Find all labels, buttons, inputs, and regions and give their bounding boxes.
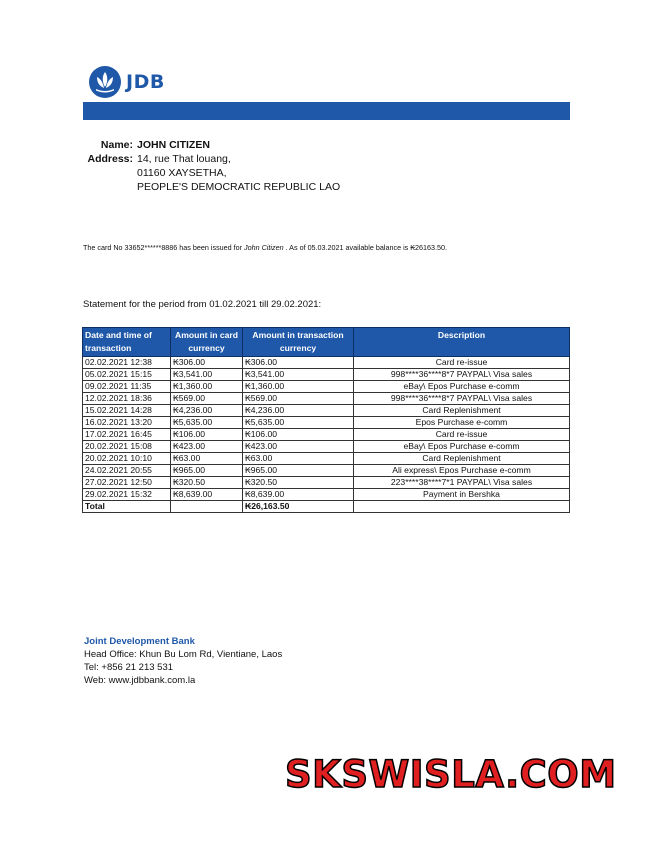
cell-description: Card Replenishment bbox=[354, 405, 570, 417]
table-row bbox=[83, 453, 570, 465]
table-row bbox=[83, 417, 570, 429]
footer-web: Web: www.jdbbank.com.la bbox=[84, 675, 196, 686]
cell-tx-amount: ₭306.00 bbox=[243, 357, 354, 369]
cell-card-amount: ₭1,360.00 bbox=[171, 381, 243, 393]
total-label: Total bbox=[83, 501, 171, 513]
table-row bbox=[83, 465, 570, 477]
cell-date: 27.02.2021 12:50 bbox=[83, 477, 171, 489]
table-row bbox=[83, 441, 570, 453]
cell-date: 12.02.2021 18:36 bbox=[83, 393, 171, 405]
transactions-table bbox=[82, 327, 570, 513]
address-line: 14, rue That louang, bbox=[137, 153, 231, 165]
cell-description: 998****36****8*7 PAYPAL\ Visa sales bbox=[354, 369, 570, 381]
cell-date: 17.02.2021 16:45 bbox=[83, 429, 171, 441]
header-card-amount: Amount in card currency bbox=[171, 328, 243, 357]
watermark: SKSWISLA.COM bbox=[285, 753, 617, 796]
cell-tx-amount: ₭106.00 bbox=[243, 429, 354, 441]
lotus-logo-icon bbox=[88, 65, 122, 99]
footer-tel: Tel: +856 21 213 531 bbox=[84, 662, 174, 673]
footer-bank-name: Joint Development Bank bbox=[84, 636, 195, 647]
cell-tx-amount: ₭5,635.00 bbox=[243, 417, 354, 429]
cell-date: 05.02.2021 15:15 bbox=[83, 369, 171, 381]
total-card-amount bbox=[171, 501, 243, 513]
address-label: Address: bbox=[87, 153, 133, 165]
bank-short-name: JDB bbox=[126, 71, 165, 93]
address-line: 01160 XAYSETHA, bbox=[137, 167, 227, 179]
cell-card-amount: ₭423.00 bbox=[171, 441, 243, 453]
cell-tx-amount: ₭63.00 bbox=[243, 453, 354, 465]
statement-period: Statement for the period from 01.02.2021 till 29.02.2021: bbox=[83, 299, 322, 310]
cell-description: Payment in Bershka bbox=[354, 489, 570, 501]
header-band bbox=[83, 102, 570, 120]
cell-description: eBay\ Epos Purchase e-comm bbox=[354, 441, 570, 453]
notice-text: The card No 33652******8886 has been issued for bbox=[83, 243, 245, 252]
cell-description: Card re-issue bbox=[354, 357, 570, 369]
card-notice bbox=[83, 243, 447, 252]
footer bbox=[84, 635, 282, 687]
customer-block bbox=[84, 138, 340, 194]
cell-date: 02.02.2021 12:38 bbox=[83, 357, 171, 369]
cell-date: 20.02.2021 10:10 bbox=[83, 453, 171, 465]
cell-date: 24.02.2021 20:55 bbox=[83, 465, 171, 477]
header-date: Date and time of transaction bbox=[83, 328, 171, 357]
cell-description: 998****36****8*7 PAYPAL\ Visa sales bbox=[354, 393, 570, 405]
cell-tx-amount: ₭3,541.00 bbox=[243, 369, 354, 381]
cell-description: Ali express\ Epos Purchase e-comm bbox=[354, 465, 570, 477]
total-description bbox=[354, 501, 570, 513]
notice-text-end: . As of 05.03.2021 available balance is ₭26163.50. bbox=[283, 243, 448, 252]
cell-card-amount: ₭63.00 bbox=[171, 453, 243, 465]
cell-tx-amount: ₭4,236.00 bbox=[243, 405, 354, 417]
cell-date: 16.02.2021 13:20 bbox=[83, 417, 171, 429]
cell-tx-amount: ₭423.00 bbox=[243, 441, 354, 453]
cell-card-amount: ₭106.00 bbox=[171, 429, 243, 441]
cell-card-amount: ₭306.00 bbox=[171, 357, 243, 369]
cell-card-amount: ₭4,236.00 bbox=[171, 405, 243, 417]
cell-description: 223****38****7*1 PAYPAL\ Visa sales bbox=[354, 477, 570, 489]
table-row bbox=[83, 405, 570, 417]
cell-date: 29.02.2021 15:32 bbox=[83, 489, 171, 501]
footer-head-office: Head Office: Khun Bu Lom Rd, Vientiane, Laos bbox=[84, 649, 283, 660]
cell-description: Epos Purchase e-comm bbox=[354, 417, 570, 429]
table-row bbox=[83, 429, 570, 441]
cell-card-amount: ₭569.00 bbox=[171, 393, 243, 405]
cell-tx-amount: ₭320.50 bbox=[243, 477, 354, 489]
total-tx-amount: ₭26,163.50 bbox=[243, 501, 354, 513]
cell-tx-amount: ₭1,360.00 bbox=[243, 381, 354, 393]
cell-description: eBay\ Epos Purchase e-comm bbox=[354, 381, 570, 393]
table-row bbox=[83, 489, 570, 501]
cell-date: 20.02.2021 15:08 bbox=[83, 441, 171, 453]
cell-card-amount: ₭3,541.00 bbox=[171, 369, 243, 381]
notice-holder: John Citizen bbox=[244, 243, 284, 252]
cell-tx-amount: ₭965.00 bbox=[243, 465, 354, 477]
cell-card-amount: ₭965.00 bbox=[171, 465, 243, 477]
cell-description: Card Replenishment bbox=[354, 453, 570, 465]
table-row bbox=[83, 369, 570, 381]
table-row bbox=[83, 477, 570, 489]
bank-logo bbox=[88, 64, 165, 100]
table-row bbox=[83, 357, 570, 369]
customer-name: JOHN CITIZEN bbox=[137, 139, 210, 151]
cell-card-amount: ₭320.50 bbox=[171, 477, 243, 489]
header-tx-amount: Amount in transaction currency bbox=[243, 328, 354, 357]
cell-date: 15.02.2021 14:28 bbox=[83, 405, 171, 417]
cell-tx-amount: ₭8,639.00 bbox=[243, 489, 354, 501]
name-label: Name: bbox=[100, 139, 133, 151]
cell-tx-amount: ₭569.00 bbox=[243, 393, 354, 405]
cell-description: Card re-issue bbox=[354, 429, 570, 441]
cell-card-amount: ₭8,639.00 bbox=[171, 489, 243, 501]
cell-date: 09.02.2021 11:35 bbox=[83, 381, 171, 393]
table-row bbox=[83, 381, 570, 393]
table-row bbox=[83, 393, 570, 405]
address-line: PEOPLE'S DEMOCRATIC REPUBLIC LAO bbox=[137, 181, 341, 193]
cell-card-amount: ₭5,635.00 bbox=[171, 417, 243, 429]
total-row bbox=[83, 501, 570, 513]
header-description: Description bbox=[354, 328, 570, 357]
